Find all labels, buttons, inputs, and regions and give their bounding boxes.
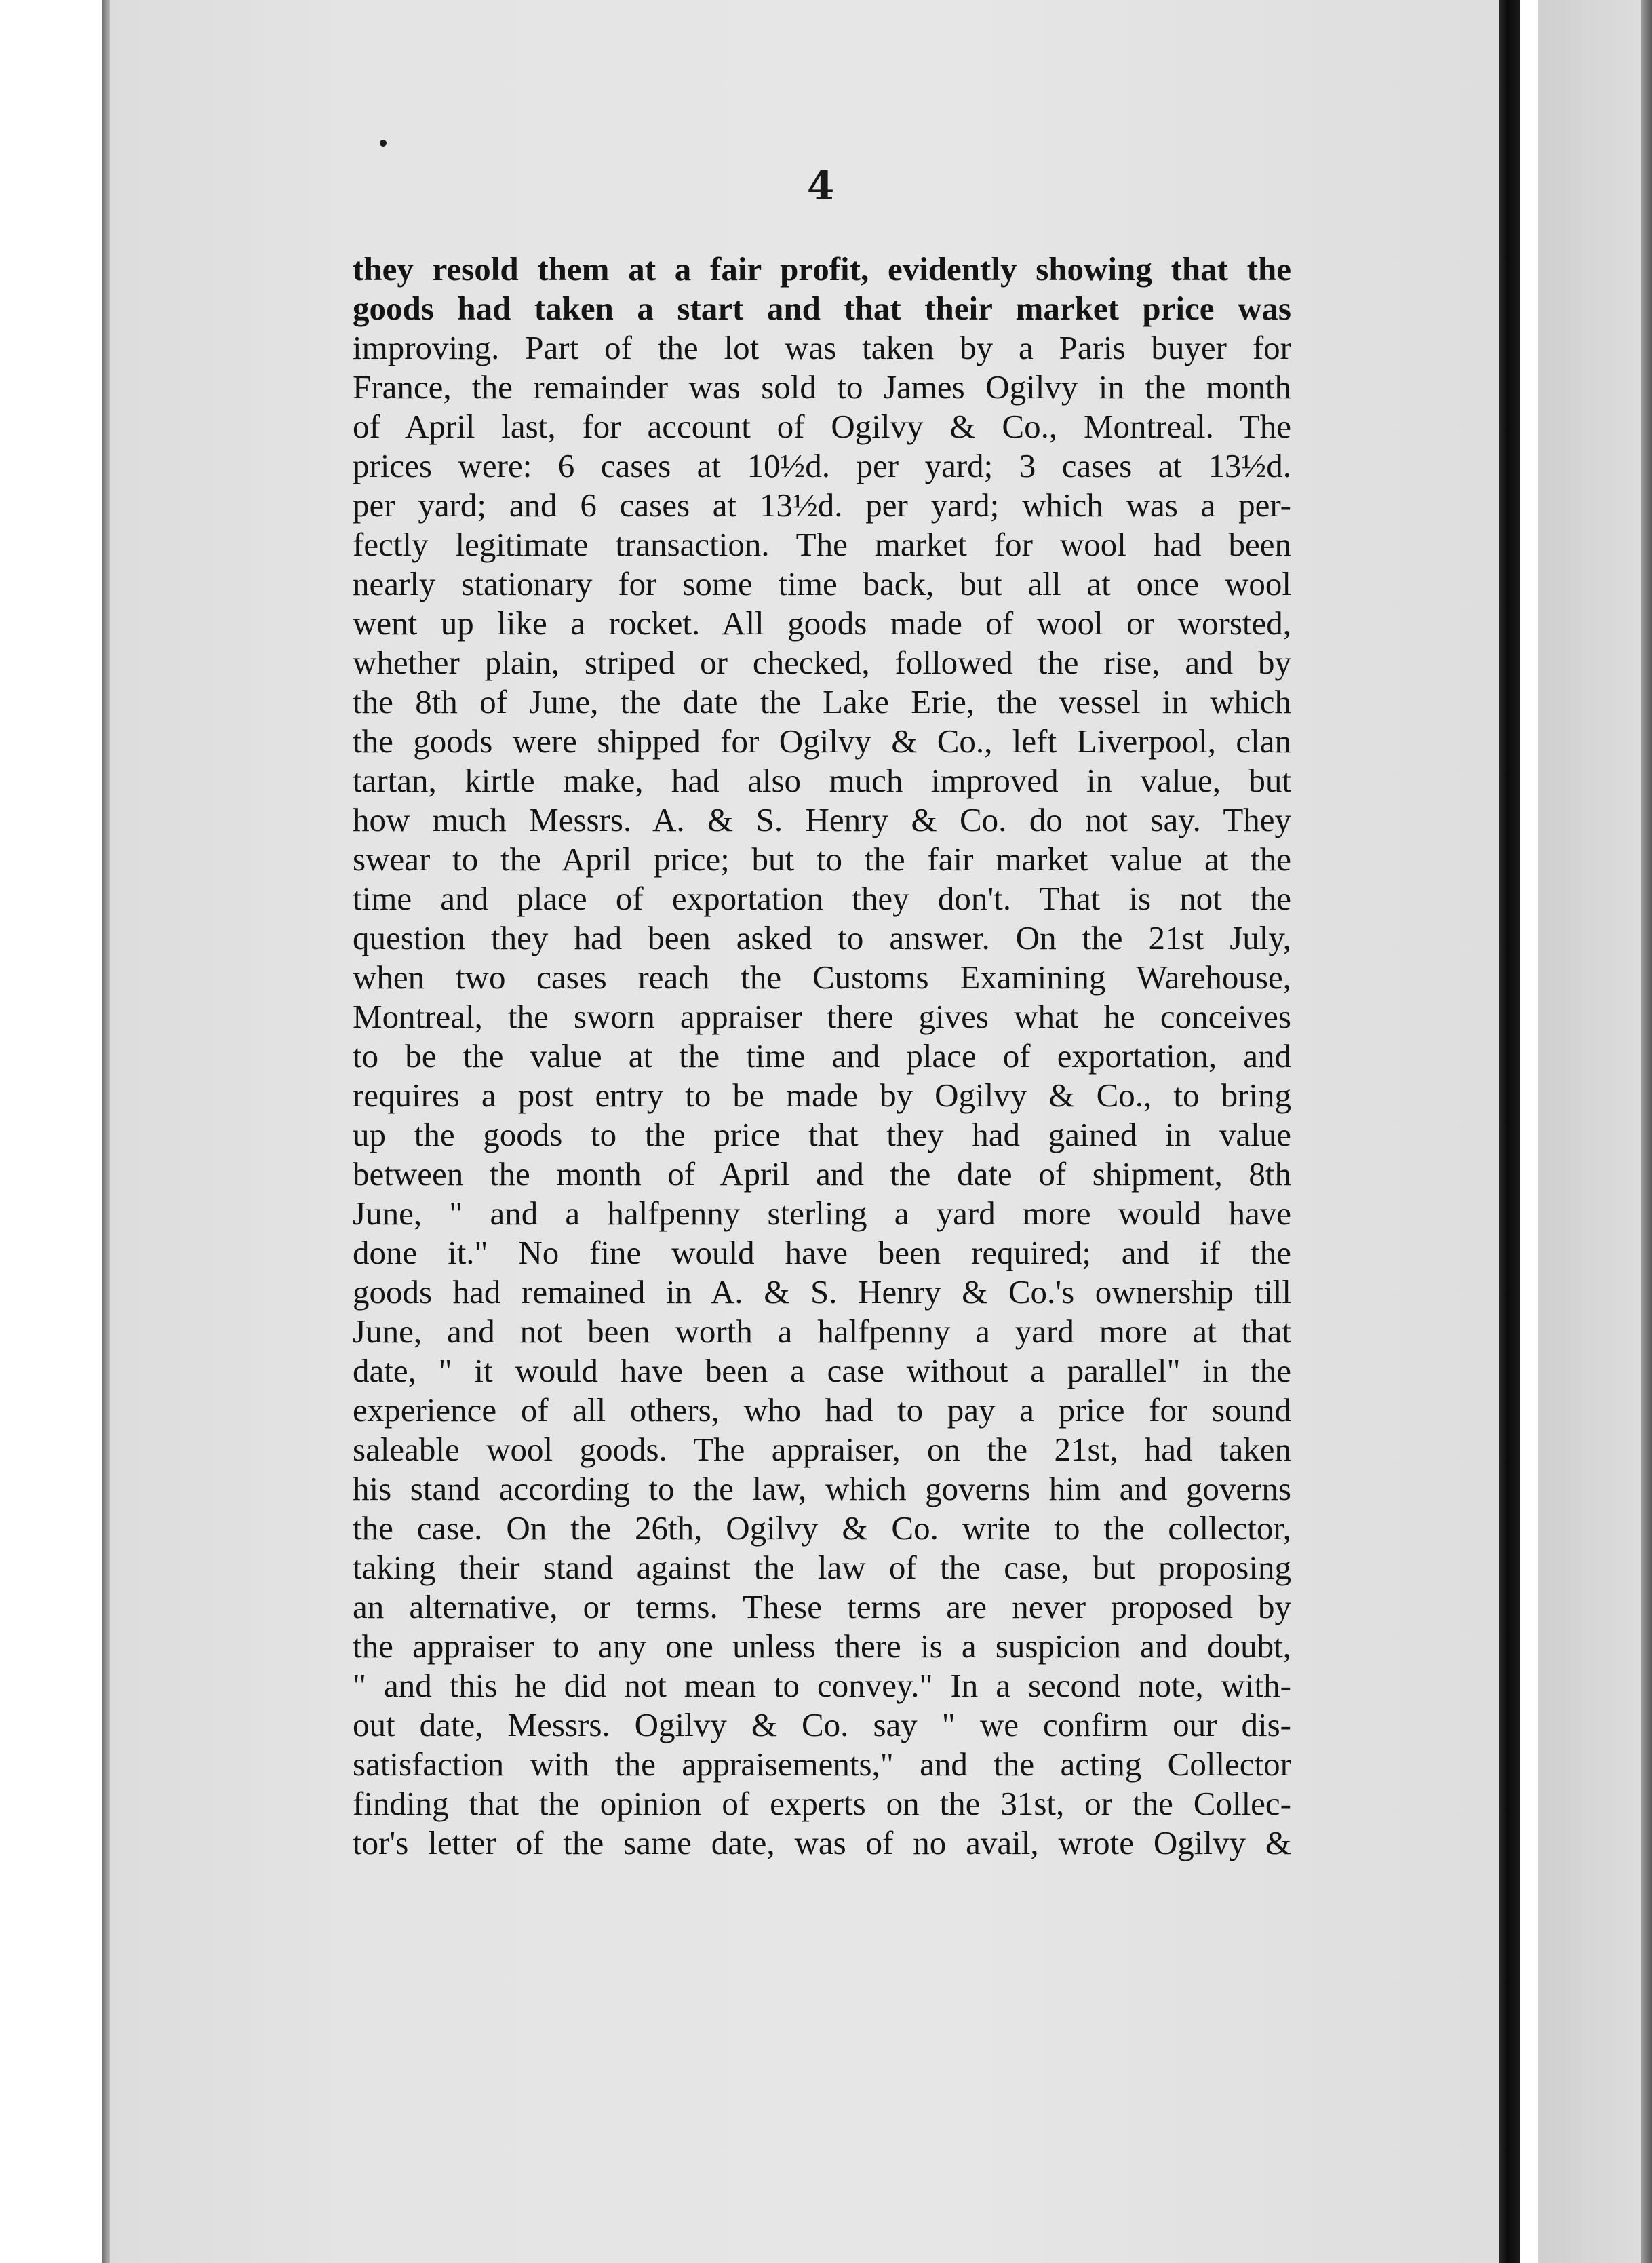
text-line: when two cases reach the Customs Examining Warehouse, <box>353 959 1291 996</box>
page-left-edge <box>102 0 110 2263</box>
facing-page <box>1538 0 1652 2263</box>
text-line: fectly legitimate transaction. The market for wool had been <box>353 526 1291 563</box>
text-line: to be the value at the time and place of exportation, and <box>353 1037 1291 1075</box>
text-line: satisfaction with the appraisements," and the acting Collector <box>353 1745 1291 1783</box>
binding-gap <box>1520 0 1538 2263</box>
text-line: the appraiser to any one unless there is a suspicion and doubt, <box>353 1627 1291 1665</box>
text-line: how much Messrs. A. & S. Henry & Co. do not say. They <box>353 801 1291 838</box>
text-line: improving. Part of the lot was taken by a Paris buyer for <box>353 329 1291 366</box>
text-line: the 8th of June, the date the Lake Erie, the vessel in which <box>353 683 1291 720</box>
text-line: " and this he did not mean to convey." In a second note, with- <box>353 1667 1291 1704</box>
text-line: requires a post entry to be made by Ogilvy & Co., to bring <box>353 1077 1291 1114</box>
scan-margin-left <box>0 0 102 2263</box>
text-line: question they had been asked to answer. On the 21st July, <box>353 919 1291 956</box>
text-line: prices were: 6 cases at 10½d. per yard; 3 cases at 13½d. <box>353 447 1291 484</box>
text-line: goods had remained in A. & S. Henry & Co.'s ownership till <box>353 1273 1291 1311</box>
text-line: they resold them at a fair profit, evidently showing that the <box>353 250 1291 288</box>
text-line: nearly stationary for some time back, but all at once wool <box>353 565 1291 602</box>
text-line: goods had taken a start and that their market price was <box>353 290 1291 327</box>
text-line: June, and not been worth a halfpenny a yard more at that <box>353 1313 1291 1350</box>
text-line: Montreal, the sworn appraiser there gives what he conceives <box>353 998 1291 1035</box>
text-line: the goods were shipped for Ogilvy & Co., left Liverpool, clan <box>353 722 1291 760</box>
facing-page-edge <box>1641 0 1652 2263</box>
text-line: per yard; and 6 cases at 13½d. per yard; which was a per- <box>353 486 1291 524</box>
text-line: tartan, kirtle make, had also much improved in value, but <box>353 762 1291 799</box>
text-line: finding that the opinion of experts on the 31st, or the Collec- <box>353 1785 1291 1822</box>
body-text <box>353 250 1291 1863</box>
text-line: done it." No fine would have been required; and if the <box>353 1234 1291 1271</box>
text-line: up the goods to the price that they had gained in value <box>353 1116 1291 1153</box>
text-line: date, " it would have been a case without a parallel" in the <box>353 1352 1291 1389</box>
text-line: the case. On the 26th, Ogilvy & Co. write to the collector, <box>353 1509 1291 1547</box>
text-line: France, the remainder was sold to James Ogilvy in the month <box>353 368 1291 406</box>
page-number: 4 <box>806 163 835 209</box>
text-line: time and place of exportation they don't. That is not the <box>353 880 1291 917</box>
text-line: tor's letter of the same date, was of no avail, wrote Ogilvy & <box>353 1824 1291 1861</box>
text-line: swear to the April price; but to the fair market value at the <box>353 840 1291 878</box>
text-line: of April last, for account of Ogilvy & Co., Montreal. The <box>353 408 1291 445</box>
text-line: went up like a rocket. All goods made of wool or worsted, <box>353 604 1291 642</box>
ink-speck <box>380 140 387 147</box>
text-line: June, " and a halfpenny sterling a yard more would have <box>353 1195 1291 1232</box>
text-line: experience of all others, who had to pay a price for sound <box>353 1391 1291 1429</box>
text-line: saleable wool goods. The appraiser, on the 21st, had taken <box>353 1431 1291 1468</box>
text-line: taking their stand against the law of the case, but proposing <box>353 1549 1291 1586</box>
text-line: his stand according to the law, which governs him and governs <box>353 1470 1291 1507</box>
text-line: between the month of April and the date of shipment, 8th <box>353 1155 1291 1193</box>
text-line: an alternative, or terms. These terms are never proposed by <box>353 1588 1291 1625</box>
text-line: out date, Messrs. Ogilvy & Co. say " we confirm our dis- <box>353 1706 1291 1743</box>
text-line: whether plain, striped or checked, followed the rise, and by <box>353 644 1291 681</box>
book-binding <box>1499 0 1520 2263</box>
